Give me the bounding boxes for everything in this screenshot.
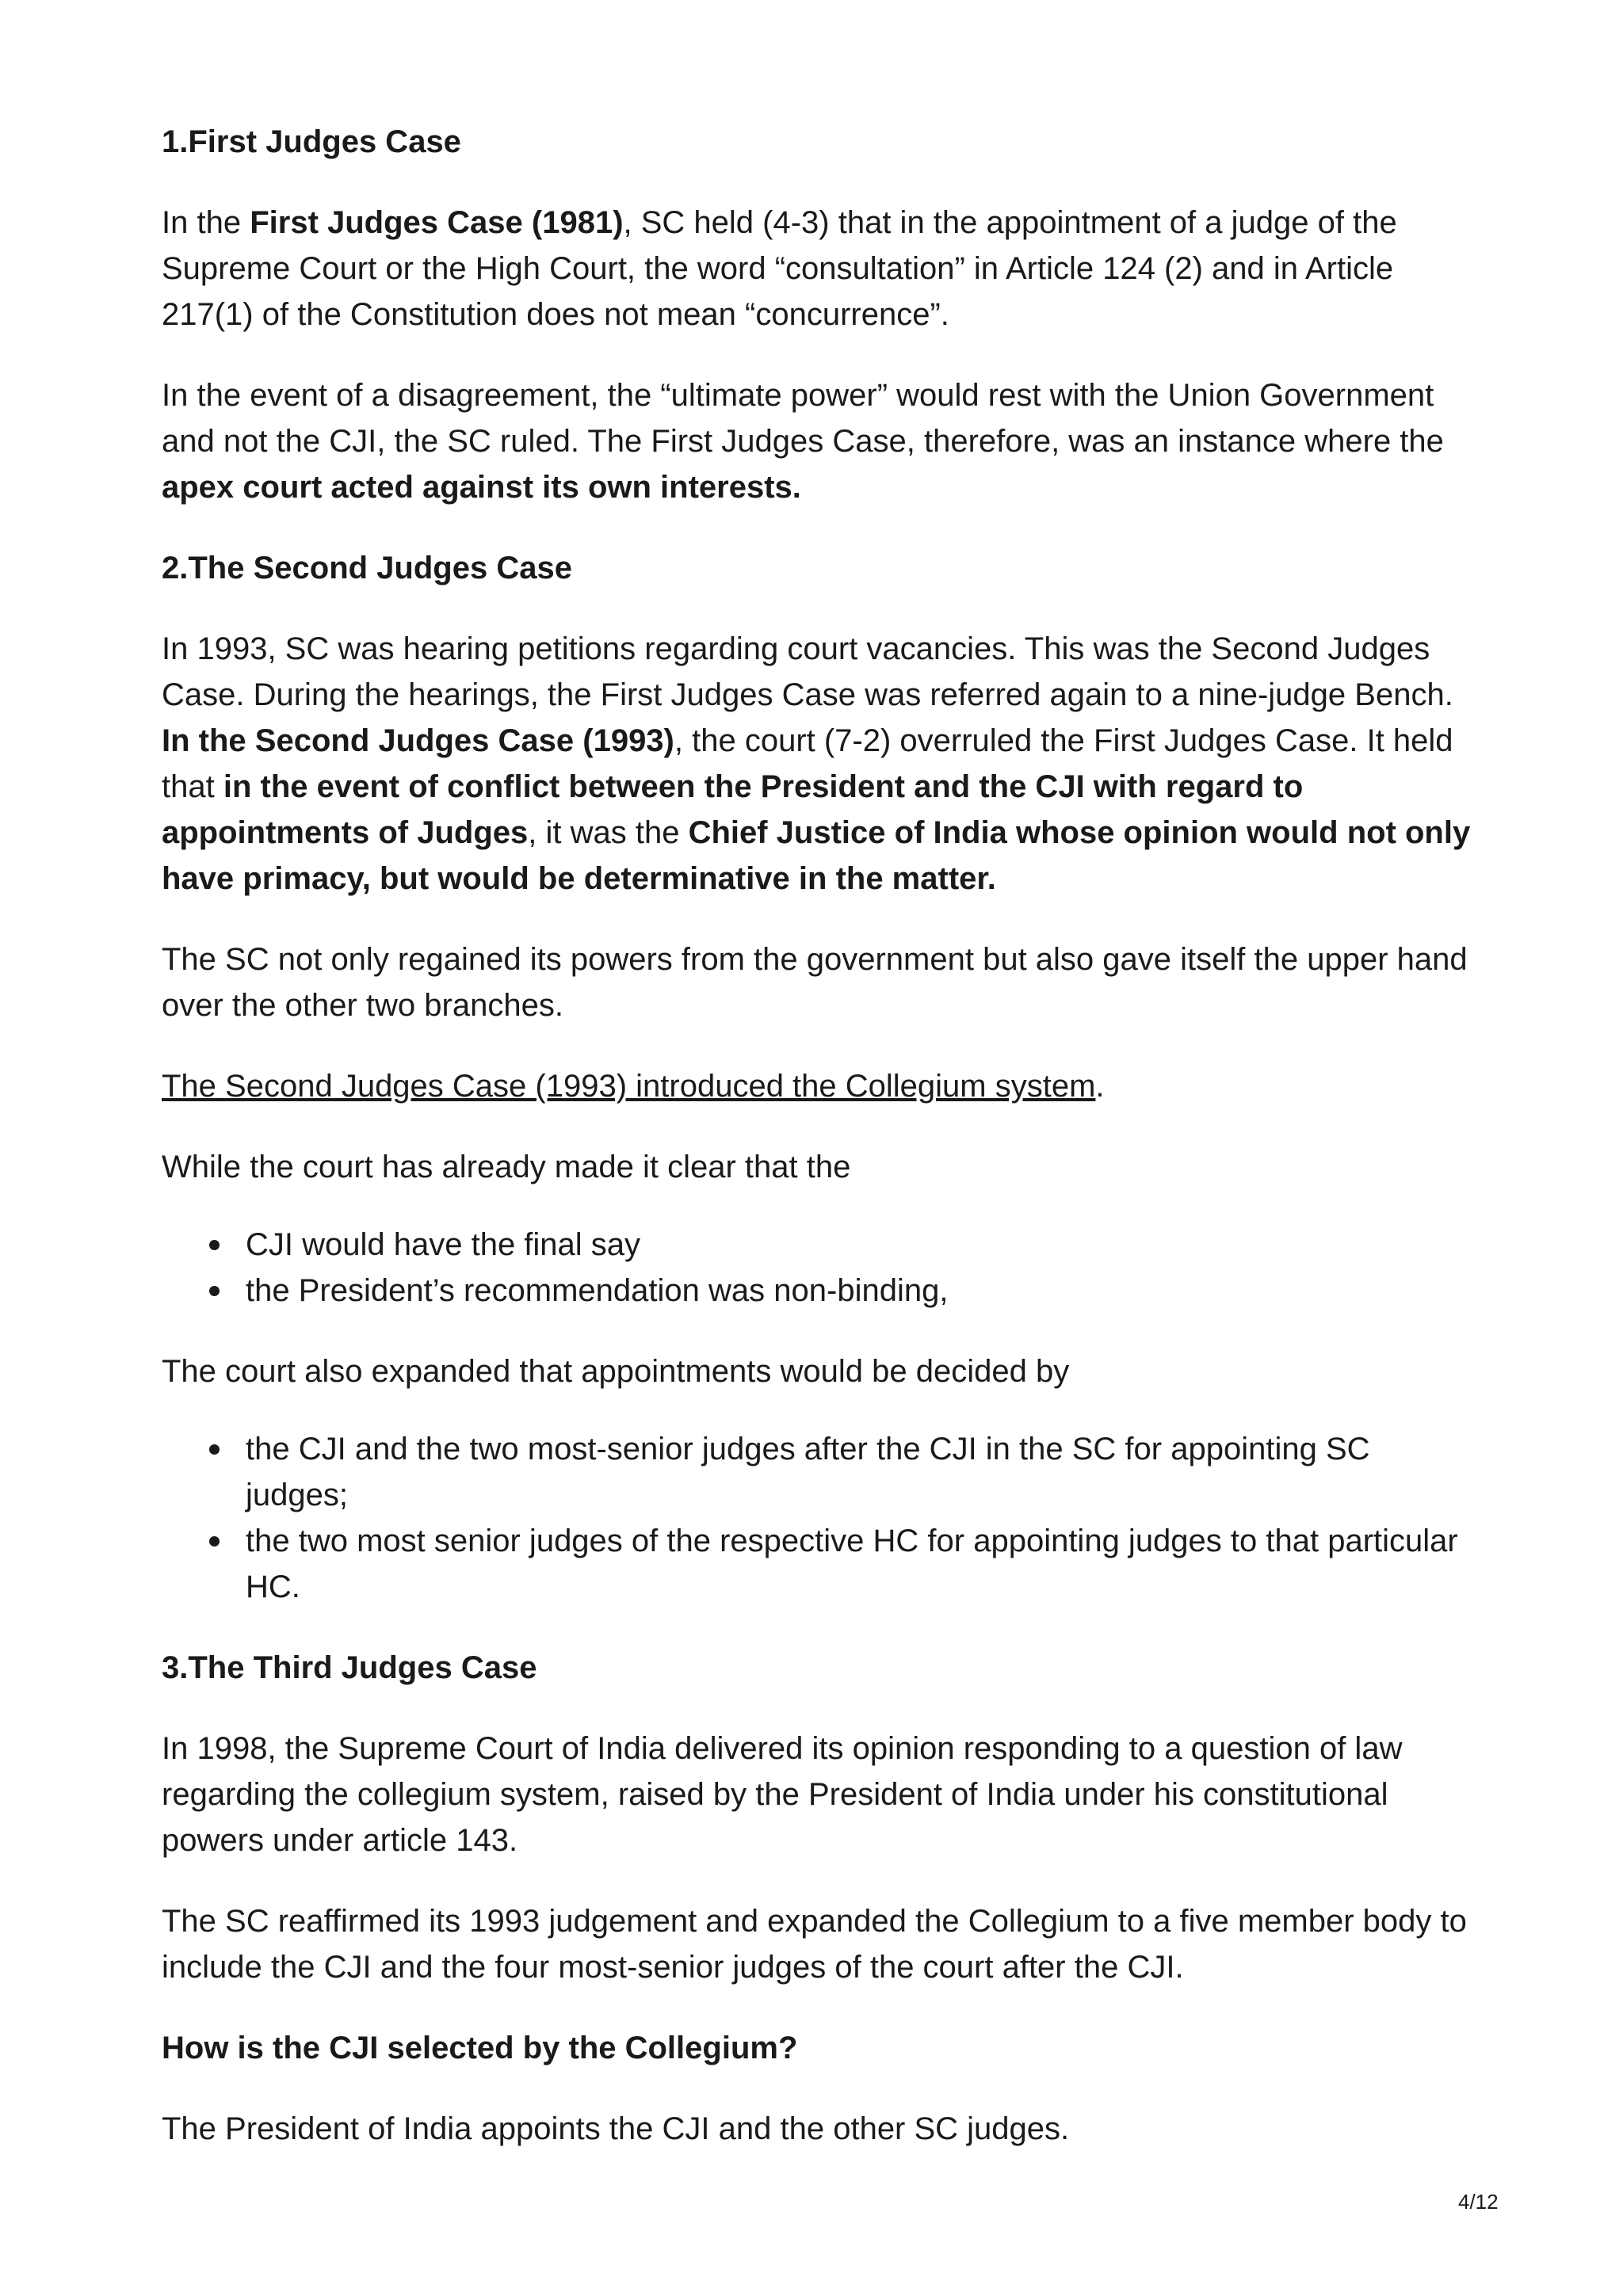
document-page bbox=[162, 119, 1477, 2187]
bold-text: Chief Justice of India whose opinion would not only have primacy, but would be determinative in the matter. bbox=[162, 815, 1471, 896]
text-run: In the bbox=[162, 205, 250, 240]
first-judges-case-paragraph-1 bbox=[162, 200, 1477, 338]
cji-selection-paragraph: The President of India appoints the CJI and the other SC judges. bbox=[162, 2111, 1070, 2146]
bullet-list-2 bbox=[162, 1426, 1477, 1610]
third-judges-case-heading: 3.The Third Judges Case bbox=[162, 1650, 537, 1685]
list-item: the two most senior judges of the respective HC for appointing judges to that particular HC. bbox=[246, 1518, 1477, 1610]
text-run: . bbox=[1095, 1069, 1105, 1104]
bold-text: First Judges Case (1981) bbox=[250, 205, 624, 240]
list-item: the CJI and the two most-senior judges after the CJI in the SC for appointing SC judges; bbox=[246, 1426, 1477, 1518]
page-number: 4/12 bbox=[1458, 2190, 1499, 2214]
second-judges-case-paragraph-1 bbox=[162, 626, 1477, 902]
list-item: the President’s recommendation was non-binding, bbox=[246, 1268, 1477, 1314]
bold-text: apex court acted against its own interests. bbox=[162, 470, 801, 505]
list-item: CJI would have the final say bbox=[246, 1222, 1477, 1268]
second-judges-case-paragraph-4: While the court has already made it clear that the bbox=[162, 1150, 851, 1184]
bold-text: in the event of conflict between the President and the CJI with regard to appointments of Judges bbox=[162, 769, 1304, 850]
text-run: , the court (7-2) overruled the First Judges Case. It held that bbox=[162, 723, 1453, 804]
second-judges-case-paragraph-5: The court also expanded that appointments would be decided by bbox=[162, 1354, 1070, 1389]
collegium-statement bbox=[162, 1063, 1477, 1109]
third-judges-case-paragraph-2: The SC reaffirmed its 1993 judgement and expanded the Collegium to a five member body to include the CJI and the four most-senior judges of the court after the CJI. bbox=[162, 1904, 1467, 1985]
text-run: , SC held (4-3) that in the appointment of a judge of the Supreme Court or the High Court, the word “consultation” in Article 124 (2) and in Article 217(1) of the Constitution does not mean “concurrence”. bbox=[162, 205, 1397, 332]
text-run: In the event of a disagreement, the “ultimate power” would rest with the Union Government and not the CJI, the SC ruled. The First Judges Case, therefore, was an instance where the bbox=[162, 378, 1444, 459]
bullet-list-1 bbox=[162, 1222, 1477, 1314]
second-judges-case-paragraph-2: The SC not only regained its powers from the government but also gave itself the upper hand over the other two branches. bbox=[162, 942, 1468, 1023]
second-judges-case-heading: 2.The Second Judges Case bbox=[162, 551, 572, 585]
third-judges-case-paragraph-1: In 1998, the Supreme Court of India delivered its opinion responding to a question of law regarding the collegium system, raised by the President of India under his constitutional powers under article 143. bbox=[162, 1731, 1403, 1858]
cji-selection-heading: How is the CJI selected by the Collegium? bbox=[162, 2031, 798, 2065]
underlined-text: The Second Judges Case (1993) introduced the Collegium system bbox=[162, 1069, 1096, 1104]
text-run: , it was the bbox=[528, 815, 689, 850]
bold-text: In the Second Judges Case (1993) bbox=[162, 723, 674, 758]
first-judges-case-paragraph-2 bbox=[162, 372, 1477, 510]
first-judges-case-heading: 1.First Judges Case bbox=[162, 124, 461, 159]
text-run: In 1993, SC was hearing petitions regarding court vacancies. This was the Second Judges Case. During the hearings, the First Judges Case was referred again to a nine-judge Bench. bbox=[162, 631, 1453, 712]
